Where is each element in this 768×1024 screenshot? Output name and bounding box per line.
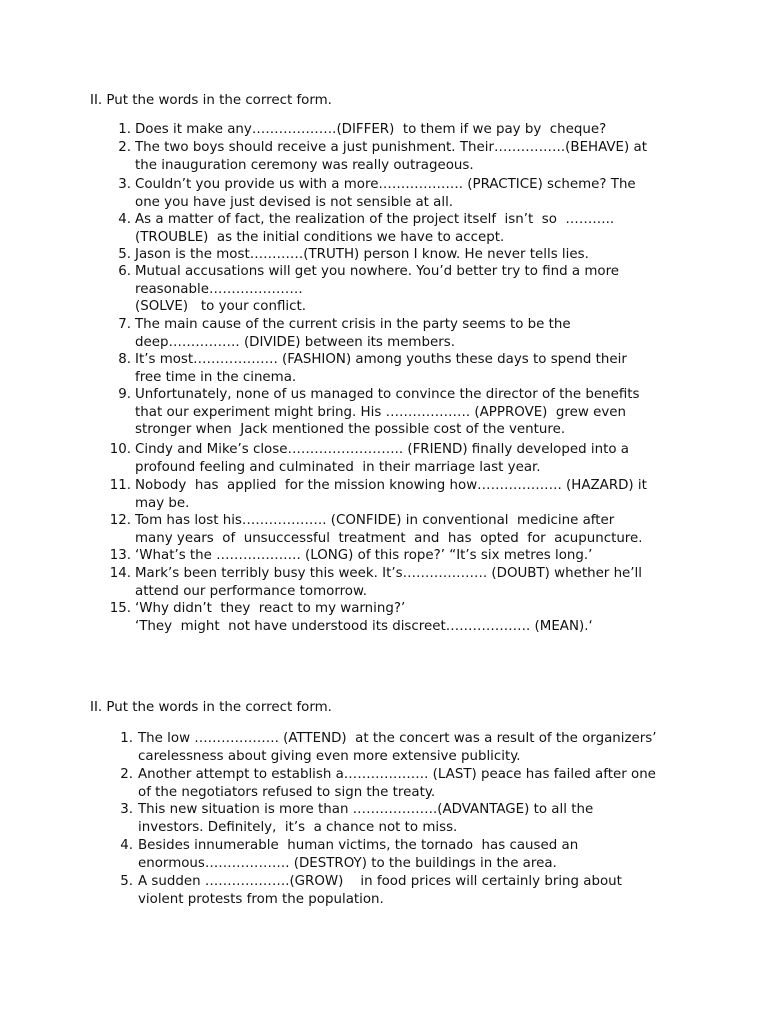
item-text-line: The two boys should receive a just punishment. Their…………….(BEHAVE) at — [135, 140, 647, 155]
item-number: 7. — [118, 317, 131, 332]
item-text-line: It’s most………………. (FASHION) among youths these days to spend their — [135, 352, 627, 367]
item-text-line: Tom has lost his………………. (CONFIDE) in conventional medicine after — [135, 513, 615, 528]
item-text-line: that our experiment might bring. His ………………. (APPROVE) grew even — [135, 404, 626, 420]
section1-heading: II. Put the words in the correct form. — [90, 93, 332, 108]
item-number: 9. — [118, 387, 131, 402]
item-text-line: stronger when Jack mentioned the possible cost of the venture. — [135, 422, 566, 438]
item-text-line: ‘They might not have understood its discreet………………. (MEAN).‘ — [135, 618, 593, 634]
item-number: 1. — [118, 122, 131, 137]
item-text-line: (TROUBLE) as the initial conditions we have to accept. — [135, 229, 505, 245]
item-text-line: free time in the cinema. — [135, 369, 297, 385]
item-text-line: Mutual accusations will get you nowhere. You’d better try to find a more — [135, 264, 620, 279]
item-text-line: Nobody has applied for the mission knowing how………………. (HAZARD) it — [135, 478, 647, 493]
item-text-line: one you have just devised is not sensible at all. — [135, 194, 454, 210]
item-text-line: Cindy and Mike’s close…………………….. (FRIEND) finally developed into a — [135, 442, 629, 457]
item-text-line: many years of unsuccessful treatment and has opted for acupuncture. — [135, 530, 643, 546]
item-text-line: may be. — [135, 495, 190, 511]
item-text-line: attend our performance tomorrow. — [135, 583, 367, 599]
item-number: 11. — [109, 478, 131, 493]
item-text-line: Besides innumerable human victims, the tornado has caused an — [138, 838, 579, 853]
item-text-line: investors. Definitely, it’s a chance not to miss. — [138, 819, 458, 835]
item-text-line: ‘What’s the ………………. (LONG) of this rope?’ “It’s six metres long.’ — [135, 548, 593, 563]
item-text-line: deep……………. (DIVIDE) between its members. — [135, 334, 455, 350]
item-text-line: Couldn’t you provide us with a more………………. (PRACTICE) scheme? The — [135, 177, 636, 192]
item-number: 15. — [109, 601, 131, 616]
item-text-line: violent protests from the population. — [138, 891, 384, 907]
item-text-line: Another attempt to establish a………………. (LAST) peace has failed after one — [138, 767, 656, 782]
item-number: 12. — [109, 513, 131, 528]
item-number: 5. — [120, 874, 133, 889]
item-number: 6. — [118, 264, 131, 279]
item-text-line: profound feeling and culminated in their marriage last year. — [135, 459, 541, 475]
item-text-line: Unfortunately, none of us managed to convince the director of the benefits — [135, 387, 640, 402]
item-text-line: enormous………………. (DESTROY) to the buildings in the area. — [138, 855, 557, 871]
item-number: 2. — [118, 140, 131, 155]
item-number: 14. — [109, 566, 131, 581]
item-number: 1. — [120, 731, 133, 746]
item-text-line: carelessness about giving even more extensive publicity. — [138, 748, 521, 764]
item-text-line: Mark’s been terribly busy this week. It’s………………. (DOUBT) whether he’ll — [135, 566, 642, 581]
item-text-line: Jason is the most…………(TRUTH) person I know. He never tells lies. — [135, 247, 589, 262]
item-text-line: The low ………………. (ATTEND) at the concert was a result of the organizers’ — [138, 731, 657, 746]
item-number: 2. — [120, 767, 133, 782]
item-text-line: Does it make any……………….(DIFFER) to them if we pay by cheque? — [135, 122, 607, 137]
item-text-line: reasonable………………… — [135, 281, 303, 297]
item-text-line: (SOLVE) to your conflict. — [135, 299, 306, 315]
section2-heading: II. Put the words in the correct form. — [90, 700, 332, 715]
item-number: 8. — [118, 352, 131, 367]
item-number: 5. — [118, 247, 131, 262]
item-text-line: As a matter of fact, the realization of the project itself isn’t so ……….. — [135, 212, 615, 227]
item-text-line: ‘Why didn’t they react to my warning?’ — [135, 601, 406, 616]
item-number: 3. — [118, 177, 131, 192]
item-number: 4. — [120, 838, 133, 853]
item-number: 10. — [109, 442, 131, 457]
item-number: 3. — [120, 802, 133, 817]
item-number: 13. — [109, 548, 131, 563]
item-text-line: A sudden ……………….(GROW) in food prices will certainly bring about — [138, 874, 622, 889]
item-text-line: the inauguration ceremony was really outrageous. — [135, 157, 474, 173]
item-text-line: of the negotiators refused to sign the treaty. — [138, 784, 436, 800]
item-text-line: The main cause of the current crisis in the party seems to be the — [135, 317, 571, 332]
item-text-line: This new situation is more than ……………….(ADVANTAGE) to all the — [138, 802, 594, 817]
item-number: 4. — [118, 212, 131, 227]
